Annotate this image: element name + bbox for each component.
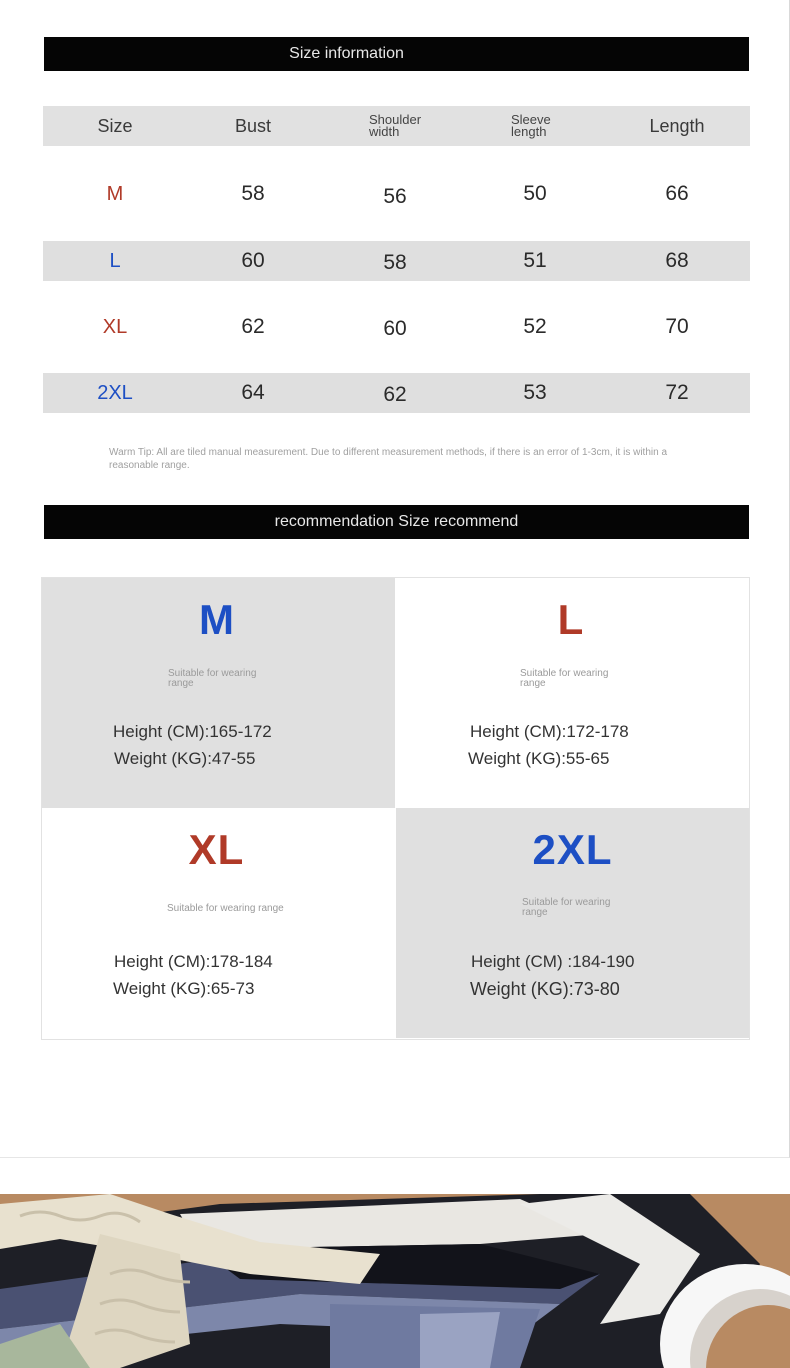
panel-weight: Weight (KG):65-73: [113, 979, 255, 998]
panel-height: Height (CM):172-178: [470, 722, 629, 741]
panel-suitable: Suitable for wearing range: [522, 897, 611, 918]
row-length: 72: [665, 381, 689, 404]
header-size: Size: [97, 116, 133, 136]
panel-weight: Weight (KG):47-55: [114, 749, 256, 768]
recommend-panel-2xl: [396, 808, 749, 1038]
panel-size: 2XL: [532, 826, 613, 873]
panel-size: XL: [188, 826, 245, 873]
row-bust: 58: [241, 182, 265, 205]
row-shoulder: 60: [383, 317, 407, 340]
panel-weight: Weight (KG):55-65: [468, 749, 610, 768]
row-bust: 60: [241, 249, 265, 272]
row-sleeve: 51: [523, 249, 547, 272]
row-length: 70: [665, 315, 689, 338]
row-shoulder: 62: [383, 383, 407, 406]
row-bust: 64: [241, 381, 265, 404]
recommendation-title: recommendation Size recommend: [274, 513, 519, 530]
row-sleeve: 53: [523, 381, 547, 404]
sweater-photo: [0, 1194, 790, 1368]
panel-weight: Weight (KG):73-80: [470, 979, 620, 999]
row-shoulder: 56: [383, 185, 407, 208]
table-row: [43, 174, 750, 214]
row-size: L: [109, 250, 121, 272]
header-sleeve-length: Sleeve length: [511, 112, 551, 139]
header-bust: Bust: [234, 116, 272, 136]
header-length: Length: [649, 116, 705, 136]
panel-height: Height (CM) :184-190: [471, 952, 635, 971]
row-sleeve: 52: [523, 315, 547, 338]
panel-size: M: [199, 596, 235, 643]
panel-height: Height (CM):165-172: [113, 722, 272, 741]
recommend-panel-m: [42, 578, 395, 808]
panel-height: Height (CM):178-184: [114, 952, 273, 971]
recommend-panel-l: [396, 578, 749, 808]
header-shoulder-width: Shoulder width: [369, 112, 422, 139]
panel-suitable: Suitable for wearing range: [167, 903, 284, 914]
recommendation-grid: [41, 577, 750, 1040]
row-length: 66: [665, 182, 689, 205]
row-sleeve: 50: [523, 182, 547, 205]
panel-size: L: [557, 596, 585, 643]
table-row: [43, 307, 750, 347]
panel-suitable: Suitable for wearing range: [168, 668, 257, 689]
sweater-photo-image: [0, 1194, 790, 1368]
size-information-title: Size information: [289, 45, 404, 62]
row-bust: 62: [241, 315, 265, 338]
recommend-panel-xl: [42, 808, 395, 1038]
row-size: M: [106, 183, 124, 205]
panel-suitable: Suitable for wearing range: [520, 668, 609, 689]
size-information-bar: [44, 37, 749, 71]
size-table: [43, 106, 750, 413]
recommendation-bar: [44, 505, 749, 539]
measurement-tip: Warm Tip: All are tiled manual measurement. Due to different measurement methods, if there is an error of 1-3cm, it is within a reasonable range.: [109, 447, 668, 471]
row-length: 68: [665, 249, 689, 272]
row-shoulder: 58: [383, 251, 407, 274]
size-table-header: [43, 106, 750, 146]
row-size: 2XL: [97, 382, 133, 404]
table-row: [43, 241, 750, 281]
row-size: XL: [102, 316, 128, 338]
table-row: [43, 373, 750, 413]
